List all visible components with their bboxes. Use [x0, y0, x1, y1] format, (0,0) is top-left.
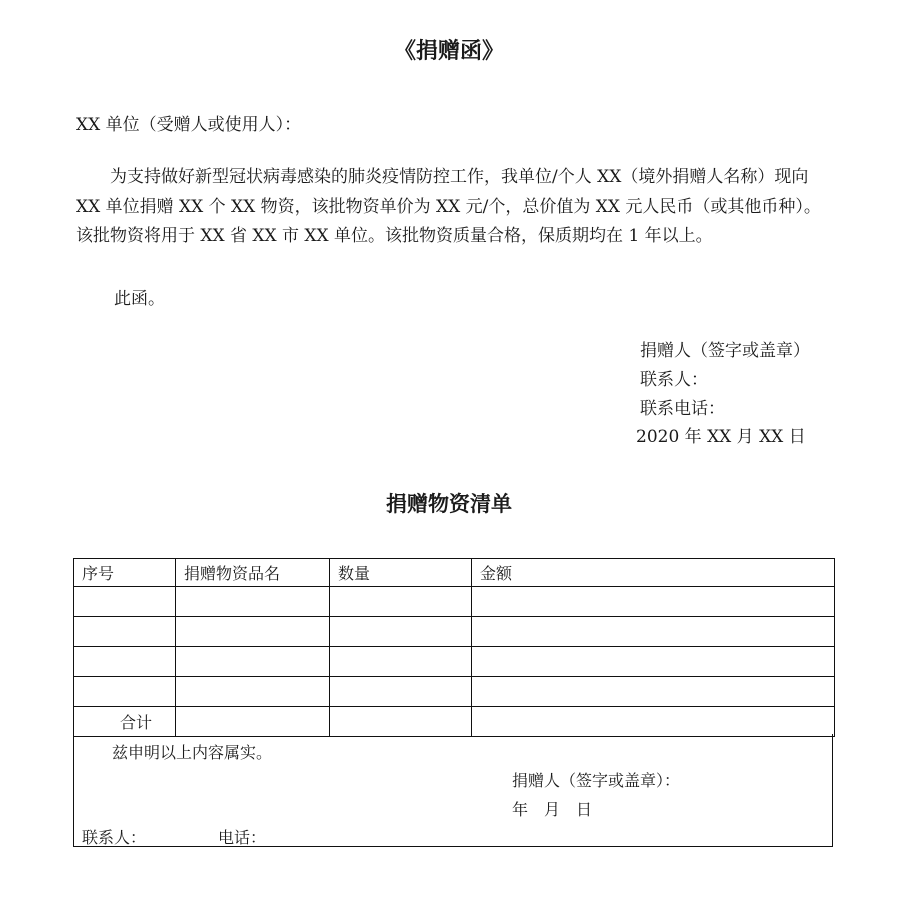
table-cell — [330, 707, 472, 737]
list-title: 捐赠物资清单 — [386, 492, 512, 516]
table-row — [74, 617, 835, 647]
column-header-amount: 金额 — [472, 559, 835, 587]
table-row — [74, 677, 835, 707]
donation-items-table — [73, 558, 835, 737]
table-cell — [74, 617, 176, 647]
table-cell — [74, 677, 176, 707]
table-cell — [74, 647, 176, 677]
column-header-item-name: 捐赠物资品名 — [176, 559, 330, 587]
table-cell — [472, 647, 835, 677]
table-cell — [330, 647, 472, 677]
letter-body — [76, 163, 836, 252]
letter-salutation: XX 单位（受赠人或使用人）： — [76, 115, 302, 135]
table-cell — [176, 587, 330, 617]
letter-closing: 此函。 — [114, 289, 165, 309]
declaration-date: 年 月 日 — [512, 800, 593, 819]
table-cell — [176, 677, 330, 707]
column-header-index: 序号 — [74, 559, 176, 587]
declaration-phone: 电话： — [218, 828, 267, 847]
table-row — [74, 587, 835, 617]
table-cell — [472, 587, 835, 617]
signature-date: 2020 年 XX 月 XX 日 — [636, 427, 806, 447]
table-header-row — [74, 559, 835, 587]
table-cell — [472, 617, 835, 647]
letter-body-text: 为支持做好新型冠状病毒感染的肺炎疫情防控工作，我单位/个人 XX（境外捐赠人名称）现向 XX 单位捐赠 XX 个 XX 物资，该批物资单价为 XX 元/个，总价值为 XX 元人民币（或其他币种）。该批物资将用于 XX 省 XX 市 XX 单位。该批物资质量合格，保质期均在 1 年以上。 — [76, 167, 821, 246]
table-total-row — [74, 707, 835, 737]
declaration-donor-sign: 捐赠人（签字或盖章）： — [512, 771, 681, 790]
declaration-contact: 联系人： — [82, 828, 147, 847]
table-row — [74, 647, 835, 677]
signature-donor: 捐赠人（签字或盖章） — [640, 341, 810, 361]
letter-title: 《捐赠函》 — [393, 39, 504, 64]
signature-phone: 联系电话： — [640, 399, 725, 419]
column-header-quantity: 数量 — [330, 559, 472, 587]
table-cell — [472, 677, 835, 707]
table-cell — [330, 617, 472, 647]
table-cell — [176, 647, 330, 677]
declaration-text: 兹申明以上内容属实。 — [112, 743, 273, 762]
table-cell — [176, 617, 330, 647]
declaration-box — [73, 734, 833, 847]
signature-contact: 联系人： — [640, 370, 708, 390]
table-cell — [176, 707, 330, 737]
total-label: 合计 — [74, 707, 176, 737]
table-cell — [330, 587, 472, 617]
table-cell — [74, 587, 176, 617]
table-cell — [330, 677, 472, 707]
table-cell — [472, 707, 835, 737]
